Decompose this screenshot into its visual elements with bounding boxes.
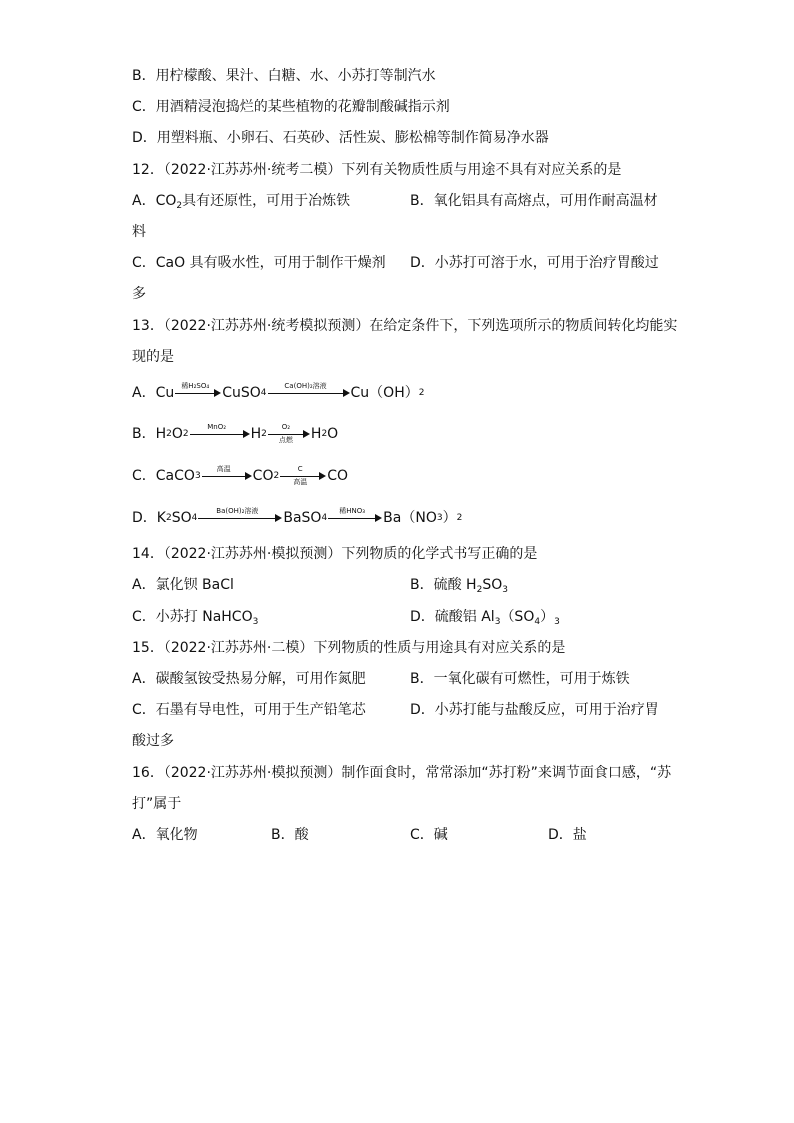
q13-option-a: A． Cu 稀H₂SO₄ CuSO 4 Ca(OH)₂溶液 Cu（OH） 2 (132, 382, 425, 401)
reaction-arrow: O₂ 点燃 (268, 424, 310, 444)
q16-option-d: D．盐 (548, 827, 587, 843)
q14-option-a: A．氯化钡 BaCl (132, 577, 234, 593)
q13-stem-line2: 现的是 (132, 349, 174, 365)
q12-option-b-continued: 料 (132, 224, 146, 240)
q16-option-a: A．氧化物 (132, 827, 198, 843)
q15-option-b: B．一氧化碳有可燃性，可用于炼铁 (410, 671, 630, 687)
q12-option-d: D．小苏打可溶于水，可用于治疗胃酸过 (410, 255, 659, 271)
reaction-arrow: 高温 (202, 466, 252, 486)
q14-option-c: C．小苏打 NaHCO$_3$ (132, 609, 259, 627)
q14-stem: 14．（2022·江苏苏州·模拟预测）下列物质的化学式书写正确的是 (132, 546, 538, 562)
q13-option-d: D． K 2 SO 4 Ba(OH)₂溶液 BaSO 4 稀HNO₃ Ba（NO 3 ） 2 (132, 507, 463, 526)
reaction-arrow: MnO₂ (190, 424, 250, 444)
q14-option-b: B．硫酸 $H_2SO_3$ (410, 577, 508, 595)
q12-option-a: A．$CO_2$具有还原性，可用于冶炼铁 (132, 193, 351, 211)
q12-option-d-continued: 多 (132, 286, 146, 302)
q15-option-d: D．小苏打能与盐酸反应，可用于治疗胃 (410, 702, 659, 718)
q13-stem-line1: 13．（2022·江苏苏州·统考模拟预测）在给定条件下，下列选项所示的物质间转化均能实 (132, 318, 678, 334)
q13-option-b: B． H 2 O 2 MnO₂ H 2 O₂ 点燃 H 2 O (132, 423, 339, 444)
q12-option-b: B．氧化铝具有高熔点，可用作耐高温材 (410, 193, 658, 209)
q12-stem: 12．（2022·江苏苏州·统考二模）下列有关物质性质与用途不具有对应关系的是 (132, 162, 622, 178)
q11-option-c: C．用酒精浸泡捣烂的某些植物的花瓣制酸碱指示剂 (132, 99, 450, 115)
q15-stem: 15．（2022·江苏苏州·二模）下列物质的性质与用途具有对应关系的是 (132, 640, 566, 656)
q13-option-c: C． CaCO 3 高温 CO 2 C 高温 CO (132, 465, 348, 486)
q15-option-d-continued: 酸过多 (132, 733, 174, 749)
q14-option-d: D．硫酸铝 $Al_3(SO_4)_3$ (410, 609, 560, 627)
reaction-arrow: 稀H₂SO₄ (175, 383, 221, 403)
q15-option-a: A．碳酸氢铵受热易分解，可用作氮肥 (132, 671, 366, 687)
q16-option-c: C．碱 (410, 827, 448, 843)
q15-option-c: C．石墨有导电性，可用于生产铅笔芯 (132, 702, 366, 718)
reaction-arrow: Ca(OH)₂溶液 (268, 383, 350, 403)
reaction-arrow: 稀HNO₃ (328, 508, 382, 528)
q11-option-b: B．用柠檬酸、果汁、白糖、水、小苏打等制汽水 (132, 68, 436, 84)
q12-option-c: C．CaO 具有吸水性，可用于制作干燥剂 (132, 255, 386, 271)
q11-option-d: D．用塑料瓶、小卵石、石英砂、活性炭、膨松棉等制作简易净水器 (132, 130, 549, 146)
reaction-arrow: Ba(OH)₂溶液 (198, 508, 282, 528)
reaction-arrow: C 高温 (280, 466, 326, 486)
q16-stem-line1: 16．（2022·江苏苏州·模拟预测）制作面食时，常常添加“苏打粉”来调节面食口感，“苏 (132, 765, 672, 781)
q16-stem-line2: 打”属于 (132, 796, 182, 812)
q16-option-b: B．酸 (271, 827, 309, 843)
